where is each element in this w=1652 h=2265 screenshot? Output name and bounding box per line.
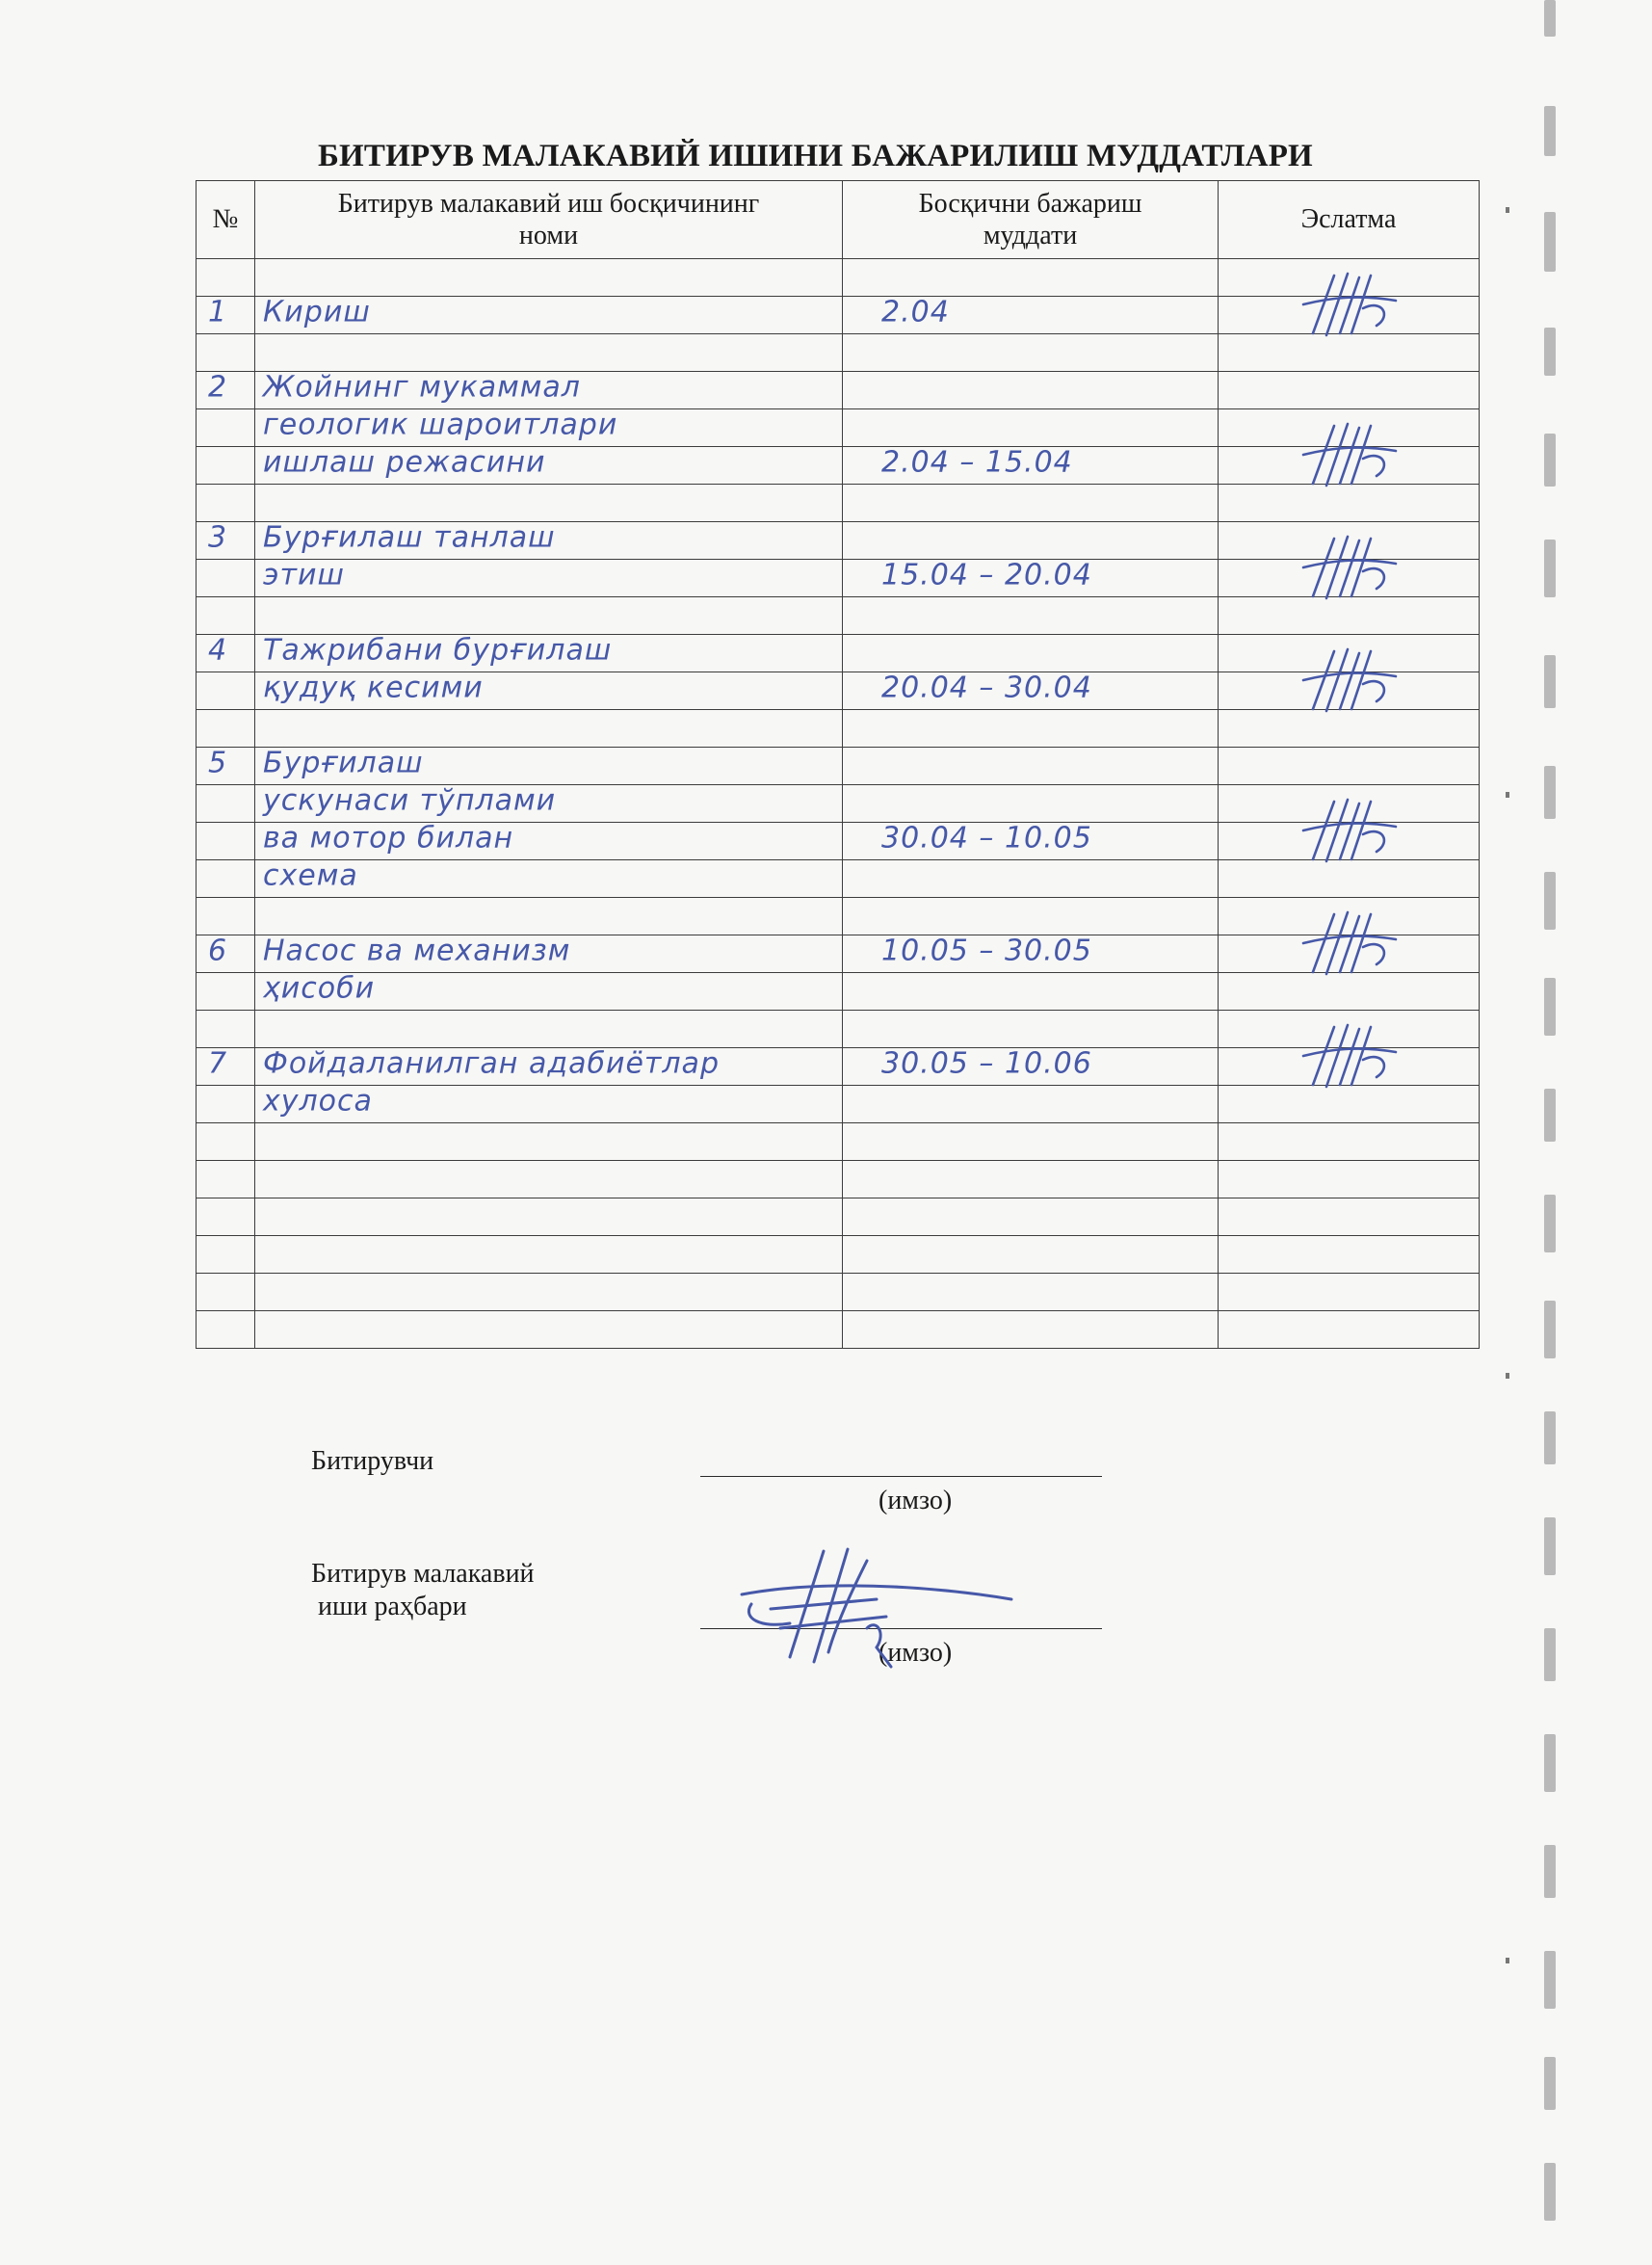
cell-deadline <box>843 710 1219 748</box>
cell-note <box>1219 823 1480 860</box>
cell-note <box>1219 1086 1480 1123</box>
stage-name: ускунаси тўплами <box>263 783 557 818</box>
cell-stage <box>255 710 843 748</box>
table-row <box>197 372 1480 409</box>
note-signature-mark <box>1296 645 1402 713</box>
binder-strip <box>1544 0 1556 37</box>
cell-deadline <box>843 1161 1219 1198</box>
cell-stage <box>255 935 843 973</box>
cell-deadline <box>843 785 1219 823</box>
row-number: 5 <box>208 746 228 780</box>
cell-num <box>197 1048 255 1086</box>
cell-deadline <box>843 748 1219 785</box>
cell-stage <box>255 748 843 785</box>
cell-deadline <box>843 1274 1219 1311</box>
cell-stage <box>255 560 843 597</box>
cell-note <box>1219 372 1480 409</box>
cell-deadline <box>843 560 1219 597</box>
cell-stage <box>255 334 843 372</box>
cell-deadline <box>843 1198 1219 1236</box>
binder-strip <box>1544 1089 1556 1142</box>
cell-note <box>1219 1123 1480 1161</box>
table-row <box>197 748 1480 785</box>
cell-stage <box>255 1274 843 1311</box>
cell-num <box>197 485 255 522</box>
binder-strip <box>1544 434 1556 487</box>
cell-deadline <box>843 860 1219 898</box>
table-row <box>197 1161 1480 1198</box>
cell-stage <box>255 1086 843 1123</box>
table-row <box>197 672 1480 710</box>
stage-name: Жойнинг мукаммал <box>263 370 581 405</box>
cell-num <box>197 372 255 409</box>
binder-strip <box>1544 1195 1556 1252</box>
cell-num <box>197 635 255 672</box>
stage-name: қудуқ кесими <box>263 671 484 705</box>
binder-strip <box>1544 2057 1556 2110</box>
cell-num <box>197 597 255 635</box>
stage-name: Тажрибани бурғилаш <box>263 633 613 668</box>
cell-num <box>197 297 255 334</box>
table-row <box>197 560 1480 597</box>
cell-deadline <box>843 1311 1219 1349</box>
cell-note <box>1219 1048 1480 1086</box>
row-number: 7 <box>208 1046 228 1081</box>
header-note: Эслатма <box>1219 181 1480 259</box>
binder-hole <box>1506 1373 1509 1379</box>
binder-strip <box>1544 1845 1556 1898</box>
cell-num <box>197 1236 255 1274</box>
cell-note <box>1219 1311 1480 1349</box>
stage-name: хулоса <box>263 1084 373 1119</box>
cell-num <box>197 710 255 748</box>
cell-note <box>1219 1198 1480 1236</box>
table-row <box>197 973 1480 1011</box>
table-row <box>197 447 1480 485</box>
cell-note <box>1219 447 1480 485</box>
cell-stage <box>255 973 843 1011</box>
binder-strip <box>1544 1517 1556 1575</box>
note-signature-mark <box>1296 270 1402 337</box>
cell-stage <box>255 447 843 485</box>
cell-note <box>1219 935 1480 973</box>
cell-deadline <box>843 372 1219 409</box>
binder-strip <box>1544 766 1556 819</box>
table-row <box>197 710 1480 748</box>
supervisor-label: Битирув малакавий иши раҳбари <box>311 1559 535 1621</box>
row-number: 2 <box>208 370 228 405</box>
binder-strip <box>1544 1951 1556 2009</box>
binder-strip <box>1544 212 1556 272</box>
cell-stage <box>255 860 843 898</box>
stage-name: Бурғилаш танлаш <box>263 520 556 555</box>
table-row <box>197 1123 1480 1161</box>
cell-stage <box>255 1123 843 1161</box>
stage-deadline: 30.05 – 10.06 <box>881 1046 1092 1081</box>
graduate-signature-line <box>700 1476 1102 1477</box>
binder-strip <box>1544 978 1556 1036</box>
supervisor-signature-mark <box>732 1541 1021 1676</box>
table-row <box>197 409 1480 447</box>
stage-deadline: 15.04 – 20.04 <box>881 558 1092 593</box>
cell-note <box>1219 860 1480 898</box>
cell-deadline <box>843 898 1219 935</box>
cell-stage <box>255 898 843 935</box>
binder-strip <box>1544 1734 1556 1792</box>
binder-strip <box>1544 655 1556 708</box>
cell-deadline <box>843 973 1219 1011</box>
cell-deadline <box>843 259 1219 297</box>
binder-strip <box>1544 1628 1556 1681</box>
stage-name: ва мотор билан <box>263 821 514 856</box>
cell-deadline <box>843 1011 1219 1048</box>
schedule-table <box>196 180 1480 1349</box>
row-number: 4 <box>208 633 228 668</box>
stage-name: геологик шароитлари <box>263 408 618 442</box>
table-row <box>197 1086 1480 1123</box>
cell-stage <box>255 1311 843 1349</box>
stage-name: Насос ва механизм <box>263 934 571 968</box>
cell-deadline <box>843 1123 1219 1161</box>
cell-stage <box>255 823 843 860</box>
binder-strip <box>1544 872 1556 930</box>
cell-num <box>197 1274 255 1311</box>
header-num: № <box>197 181 255 259</box>
cell-num <box>197 672 255 710</box>
cell-num <box>197 334 255 372</box>
cell-deadline <box>843 447 1219 485</box>
cell-stage <box>255 1198 843 1236</box>
binder-strip <box>1544 540 1556 597</box>
cell-num <box>197 409 255 447</box>
row-number: 3 <box>208 520 228 555</box>
table-header-row <box>197 181 1480 259</box>
note-signature-mark <box>1296 796 1402 863</box>
cell-deadline <box>843 1086 1219 1123</box>
stage-deadline: 10.05 – 30.05 <box>881 934 1092 968</box>
cell-num <box>197 748 255 785</box>
table-row <box>197 1198 1480 1236</box>
binder-strip <box>1544 1301 1556 1358</box>
binder-hole <box>1506 792 1509 798</box>
cell-num <box>197 898 255 935</box>
cell-num <box>197 785 255 823</box>
cell-note <box>1219 560 1480 597</box>
table-row <box>197 898 1480 935</box>
cell-note <box>1219 973 1480 1011</box>
cell-stage <box>255 597 843 635</box>
cell-num <box>197 522 255 560</box>
table-row <box>197 297 1480 334</box>
cell-note <box>1219 1161 1480 1198</box>
header-deadline-line2: муддати <box>983 221 1078 250</box>
cell-num <box>197 447 255 485</box>
stage-deadline: 2.04 – 15.04 <box>881 445 1073 480</box>
header-stage-line1: Битирув малакавий иш босқичининг <box>337 188 760 219</box>
cell-stage <box>255 485 843 522</box>
binder-strip <box>1544 328 1556 376</box>
stage-deadline: 30.04 – 10.05 <box>881 821 1092 856</box>
header-deadline <box>843 181 1219 259</box>
stage-deadline: 2.04 <box>881 295 950 329</box>
cell-deadline <box>843 522 1219 560</box>
stage-name: Бурғилаш <box>263 746 424 780</box>
cell-deadline <box>843 334 1219 372</box>
cell-stage <box>255 1236 843 1274</box>
binder-hole <box>1506 207 1509 213</box>
cell-num <box>197 1123 255 1161</box>
cell-deadline <box>843 297 1219 334</box>
cell-stage <box>255 1161 843 1198</box>
cell-num <box>197 860 255 898</box>
binder-strip <box>1544 106 1556 156</box>
cell-deadline <box>843 823 1219 860</box>
table-row <box>197 935 1480 973</box>
table-row <box>197 259 1480 297</box>
header-stage <box>255 181 843 259</box>
page-title: БИТИРУВ МАЛАКАВИЙ ИШИНИ БАЖАРИЛИШ МУДДАТЛАРИ <box>318 139 1313 173</box>
cell-note <box>1219 334 1480 372</box>
cell-stage <box>255 372 843 409</box>
cell-stage <box>255 785 843 823</box>
cell-num <box>197 973 255 1011</box>
cell-num <box>197 1161 255 1198</box>
cell-note <box>1219 297 1480 334</box>
table-row <box>197 785 1480 823</box>
header-deadline-line1: Босқични бажариш <box>918 188 1142 219</box>
cell-num <box>197 560 255 597</box>
note-signature-mark <box>1296 1021 1402 1089</box>
cell-note <box>1219 1236 1480 1274</box>
cell-num <box>197 935 255 973</box>
header-stage-line2: номи <box>518 221 579 250</box>
cell-note <box>1219 710 1480 748</box>
cell-note <box>1219 672 1480 710</box>
note-signature-mark <box>1296 909 1402 976</box>
cell-stage <box>255 259 843 297</box>
cell-num <box>197 1311 255 1349</box>
cell-stage <box>255 409 843 447</box>
row-number: 6 <box>208 934 228 968</box>
table-row <box>197 1236 1480 1274</box>
row-number: 1 <box>208 295 228 329</box>
cell-note <box>1219 485 1480 522</box>
cell-deadline <box>843 1048 1219 1086</box>
binder-strip <box>1544 1411 1556 1464</box>
cell-stage <box>255 1011 843 1048</box>
stage-name: Фойдаланилган адабиётлар <box>263 1046 720 1081</box>
cell-deadline <box>843 672 1219 710</box>
note-signature-mark <box>1296 420 1402 487</box>
stage-name: этиш <box>263 558 345 593</box>
cell-deadline <box>843 935 1219 973</box>
table-row <box>197 1274 1480 1311</box>
cell-stage <box>255 297 843 334</box>
table-row <box>197 1311 1480 1349</box>
table-row <box>197 635 1480 672</box>
stage-name: ишлаш режасини <box>263 445 546 480</box>
cell-num <box>197 1198 255 1236</box>
cell-deadline <box>843 635 1219 672</box>
table-row <box>197 823 1480 860</box>
stage-name: схема <box>263 858 358 893</box>
cell-note <box>1219 597 1480 635</box>
table-row <box>197 1011 1480 1048</box>
table-row <box>197 522 1480 560</box>
table-row <box>197 860 1480 898</box>
cell-num <box>197 823 255 860</box>
stage-name: Кириш <box>263 295 371 329</box>
table-row <box>197 485 1480 522</box>
note-signature-mark <box>1296 533 1402 600</box>
graduate-signature-caption: (имзо) <box>878 1486 953 1515</box>
cell-stage <box>255 1048 843 1086</box>
cell-deadline <box>843 409 1219 447</box>
binder-hole <box>1506 1958 1509 1963</box>
cell-stage <box>255 672 843 710</box>
graduate-label: Битирувчи <box>311 1446 434 1476</box>
binder-strip <box>1544 2163 1556 2221</box>
table-row <box>197 597 1480 635</box>
stage-name: ҳисоби <box>263 971 376 1006</box>
table-body <box>197 259 1480 1349</box>
cell-num <box>197 1086 255 1123</box>
cell-deadline <box>843 1236 1219 1274</box>
stage-deadline: 20.04 – 30.04 <box>881 671 1092 705</box>
cell-num <box>197 259 255 297</box>
supervisor-signature-caption: (имзо) <box>878 1638 953 1668</box>
table-row <box>197 1048 1480 1086</box>
cell-deadline <box>843 597 1219 635</box>
cell-deadline <box>843 485 1219 522</box>
cell-num <box>197 1011 255 1048</box>
cell-note <box>1219 1274 1480 1311</box>
cell-note <box>1219 748 1480 785</box>
cell-stage <box>255 522 843 560</box>
table-row <box>197 334 1480 372</box>
cell-stage <box>255 635 843 672</box>
